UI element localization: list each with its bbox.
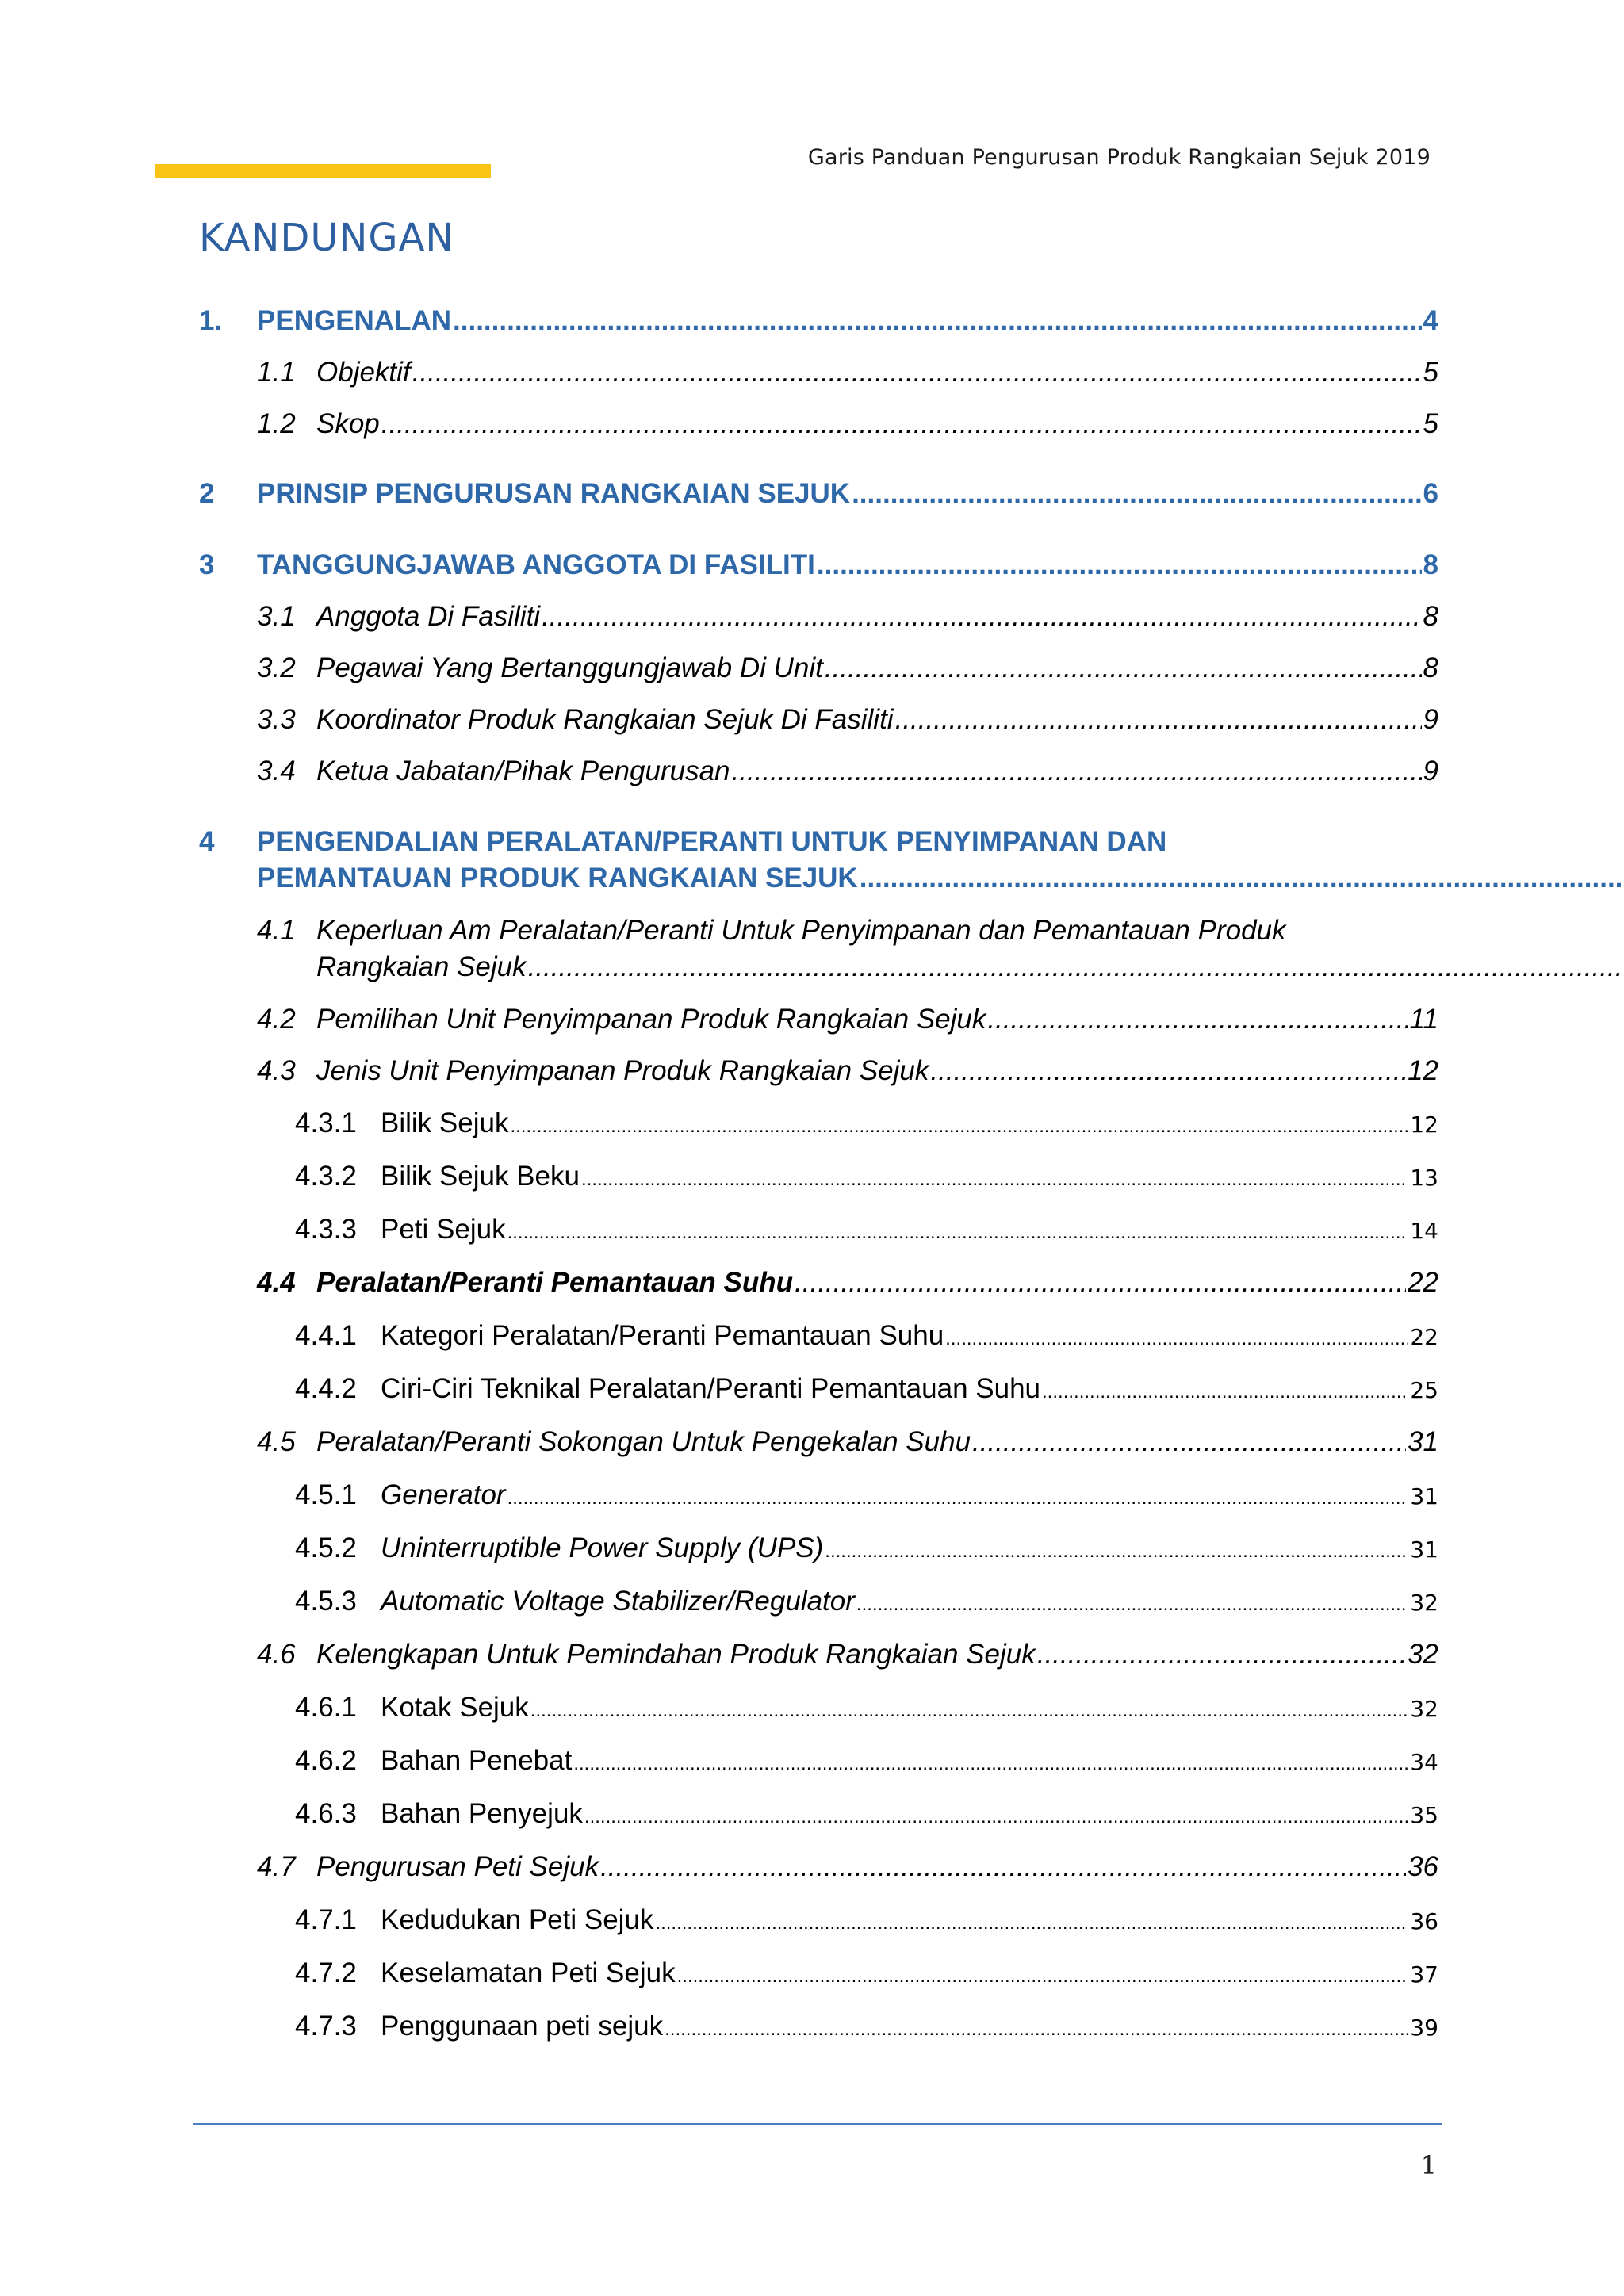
toc-page: 22 (1410, 1324, 1438, 1350)
toc-number: 4.5.3 (295, 1586, 357, 1617)
toc-label: Peralatan/Peranti Pemantauan Suhu (316, 1267, 794, 1298)
toc-entry-4-3-1[interactable] (295, 1108, 1438, 1139)
toc-label: Generator (381, 1479, 506, 1510)
toc-number: 4.6.3 (295, 1798, 357, 1829)
toc-entry-1-1[interactable] (257, 357, 1438, 388)
toc-label: Automatic Voltage Stabilizer/Regulator (381, 1586, 855, 1617)
toc-number: 3.4 (257, 756, 296, 786)
toc-page: 39 (1410, 2015, 1438, 2041)
toc-leader (825, 1540, 1408, 1563)
toc-label: Koordinator Produk Rangkaian Sejuk Di Fasiliti (316, 704, 894, 735)
toc-number: 4.5.2 (295, 1533, 357, 1563)
toc-leader (655, 1912, 1408, 1934)
toc-leader (542, 601, 1421, 633)
toc-label-line2: PEMANTAUAN PRODUK RANGKAIAN SEJUK (257, 863, 858, 894)
toc-entry-4-4[interactable] (257, 1267, 1438, 1299)
toc-label-line1: PENGENDALIAN PERALATAN/PERANTI UNTUK PENYIMPANAN DAN (257, 826, 1167, 857)
toc-label: Bilik Sejuk (381, 1108, 509, 1138)
toc-number: 4.5.1 (295, 1479, 357, 1510)
toc-leader (1037, 1639, 1406, 1670)
toc-page: 31 (1408, 1426, 1438, 1457)
toc-label: Skop (316, 408, 380, 439)
toc-page: 32 (1410, 1590, 1438, 1616)
toc-label-line2: Rangkaian Sejuk (316, 951, 527, 982)
toc-number: 4.1 (257, 915, 296, 946)
toc-entry-4-5-2[interactable] (295, 1533, 1438, 1564)
toc-label: Anggota Di Fasiliti (316, 601, 541, 632)
toc-entry-4-3[interactable] (257, 1055, 1438, 1087)
toc-page: 6 (1423, 478, 1438, 509)
toc-page: 22 (1408, 1267, 1438, 1298)
toc-entry-4[interactable] (199, 826, 1438, 894)
toc-number: 4.3 (257, 1055, 296, 1086)
toc-page: 35 (1410, 1802, 1438, 1828)
toc-leader (530, 1700, 1409, 1722)
toc-entry-1[interactable] (199, 305, 1438, 337)
toc-page: 11 (1409, 1004, 1438, 1035)
toc-number: 4.7 (257, 1851, 296, 1882)
toc-entry-4-4-2[interactable] (295, 1373, 1438, 1405)
toc-label: Objektif (316, 357, 411, 388)
toc-leader (1042, 1381, 1408, 1403)
toc-entry-2[interactable] (199, 478, 1438, 510)
toc-page: 37 (1410, 1961, 1438, 1988)
toc-number: 4.4 (257, 1267, 296, 1298)
toc-page: 32 (1410, 1696, 1438, 1722)
toc-page: 8 (1423, 652, 1438, 683)
toc-number: 4.2 (257, 1004, 296, 1035)
toc-label: Kotak Sejuk (381, 1692, 529, 1723)
toc-leader (945, 1328, 1408, 1350)
toc-leader (895, 704, 1422, 736)
toc-page: 31 (1410, 1483, 1438, 1510)
toc-number: 4.7.1 (295, 1904, 357, 1935)
toc-number: 4.7.3 (295, 2011, 357, 2042)
toc-page: 9 (1423, 756, 1438, 786)
toc-label: Ciri-Ciri Teknikal Peralatan/Peranti Pemantauan Suhu (381, 1373, 1041, 1404)
toc-entry-3-4[interactable] (257, 756, 1438, 787)
toc-number: 4 (199, 826, 215, 857)
toc-label: Ketua Jabatan/Pihak Pengurusan (316, 756, 730, 786)
toc-leader (584, 1806, 1408, 1828)
toc-entry-4-6-3[interactable] (295, 1798, 1438, 1830)
toc-page: 8 (1423, 549, 1438, 580)
toc-leader (795, 1267, 1406, 1299)
toc-label: Kedudukan Peti Sejuk (381, 1904, 654, 1935)
toc-number: 4.6.2 (295, 1745, 357, 1776)
toc-entry-4-1[interactable] (257, 915, 1438, 983)
toc-number: 3.3 (257, 704, 296, 735)
toc-page: 5 (1423, 357, 1438, 388)
toc-page: 32 (1408, 1639, 1438, 1670)
toc-number: 4.3.1 (295, 1108, 357, 1138)
toc-leader (412, 357, 1422, 388)
toc-leader (581, 1169, 1408, 1191)
toc-leader (600, 1851, 1406, 1883)
toc-page: 4 (1423, 305, 1438, 336)
toc-page: 12 (1408, 1055, 1438, 1086)
toc-entry-4-2[interactable] (257, 1004, 1438, 1035)
toc-leader (972, 1426, 1406, 1458)
toc-label: PENGENALAN (257, 305, 452, 336)
toc-number: 3.2 (257, 652, 296, 683)
toc-label: TANGGUNGJAWAB ANGGOTA DI FASILITI (257, 549, 815, 580)
toc-number: 4.6.1 (295, 1692, 357, 1723)
header-accent-bar (155, 164, 491, 178)
toc-entry-4-7-2[interactable] (295, 1957, 1438, 1989)
toc-leader (508, 1222, 1409, 1244)
toc-entry-4-5-1[interactable] (295, 1479, 1438, 1511)
toc-entry-4-4-1[interactable] (295, 1320, 1438, 1352)
toc-leader (453, 305, 1422, 337)
toc-label: PRINSIP PENGURUSAN RANGKAIAN SEJUK (257, 478, 851, 509)
toc-number: 4.5 (257, 1426, 296, 1457)
toc-page: 36 (1408, 1851, 1438, 1882)
toc-label: Kategori Peralatan/Peranti Pemantauan Suhu (381, 1320, 944, 1351)
toc-label: Pegawai Yang Bertanggungjawab Di Unit (316, 652, 823, 683)
toc-leader (510, 1115, 1408, 1138)
toc-number: 4.6 (257, 1639, 296, 1670)
toc-number: 3 (199, 549, 215, 580)
toc-label: Kelengkapan Untuk Pemindahan Produk Rangkaian Sejuk (316, 1639, 1036, 1670)
toc-label: Keselamatan Peti Sejuk (381, 1957, 676, 1988)
toc-page: 36 (1410, 1908, 1438, 1934)
toc-label: Pemilihan Unit Penyimpanan Produk Rangkaian Sejuk (316, 1004, 986, 1035)
toc-entry-4-7-1[interactable] (295, 1904, 1438, 1936)
toc-number: 2 (199, 478, 215, 509)
toc-leader (825, 652, 1422, 684)
toc-number: 4.3.3 (295, 1214, 357, 1245)
toc-page: 14 (1410, 1218, 1438, 1244)
toc-entry-4-5-3[interactable] (295, 1586, 1438, 1617)
toc-entry-4-6-1[interactable] (295, 1692, 1438, 1724)
toc-leader (860, 863, 1624, 894)
toc-leader (856, 1594, 1408, 1616)
toc-page: 31 (1410, 1536, 1438, 1563)
toc-number: 1. (199, 305, 223, 336)
toc-number: 4.7.2 (295, 1957, 357, 1988)
toc-leader (573, 1753, 1408, 1775)
toc-label: Bilik Sejuk Beku (381, 1161, 580, 1192)
toc-entry-3-1[interactable] (257, 601, 1438, 633)
toc-entry-3[interactable] (199, 549, 1438, 581)
toc-leader (732, 756, 1422, 787)
toc-number: 3.1 (257, 601, 296, 632)
page-number: 1 (1420, 2150, 1437, 2180)
toc-leader (528, 951, 1624, 983)
toc-page: 8 (1423, 601, 1438, 632)
toc-label: Bahan Penebat (381, 1745, 573, 1776)
toc-entry-1-2[interactable] (257, 408, 1438, 440)
toc-label: Peralatan/Peranti Sokongan Untuk Pengekalan Suhu (316, 1426, 971, 1457)
toc-page: 5 (1423, 408, 1438, 439)
toc-number: 1.1 (257, 357, 296, 388)
toc-page: 25 (1410, 1377, 1438, 1403)
toc-leader (677, 1965, 1409, 1988)
toc-leader (665, 2019, 1408, 2041)
toc-leader (987, 1004, 1408, 1035)
toc-entry-3-3[interactable] (257, 704, 1438, 736)
toc-page: 12 (1410, 1112, 1438, 1138)
toc-label: Penggunaan peti sejuk (381, 2011, 664, 2042)
toc-entry-4-6-2[interactable] (295, 1745, 1438, 1777)
toc-number: 4.4.1 (295, 1320, 357, 1351)
toc-leader (817, 549, 1422, 581)
toc-entry-4-7[interactable] (257, 1851, 1438, 1883)
toc-entry-3-2[interactable] (257, 652, 1438, 684)
toc-entry-4-6[interactable] (257, 1639, 1438, 1670)
toc-label: Pengurusan Peti Sejuk (316, 1851, 599, 1882)
toc-leader (852, 478, 1421, 510)
toc-number: 4.3.2 (295, 1161, 357, 1192)
toc-number: 4.4.2 (295, 1373, 357, 1404)
toc-title: KANDUNGAN (199, 216, 455, 260)
toc-number: 1.2 (257, 408, 296, 439)
toc-label: Peti Sejuk (381, 1214, 506, 1245)
toc-entry-4-3-2[interactable] (295, 1161, 1438, 1192)
toc-page: 34 (1410, 1749, 1438, 1775)
toc-label: Jenis Unit Penyimpanan Produk Rangkaian Sejuk (316, 1055, 929, 1086)
toc-leader (381, 408, 1422, 440)
toc-entry-4-7-3[interactable] (295, 2011, 1438, 2042)
toc-entry-4-3-3[interactable] (295, 1214, 1438, 1246)
toc-label: Bahan Penyejuk (381, 1798, 583, 1829)
toc-entry-4-5[interactable] (257, 1426, 1438, 1458)
toc-label: Uninterruptible Power Supply (UPS) (381, 1533, 824, 1563)
footer-rule (193, 2123, 1442, 2125)
toc-leader (930, 1055, 1406, 1087)
running-header: Garis Panduan Pengurusan Produk Rangkaian Sejuk 2019 (807, 145, 1431, 170)
toc-label-line1: Keperluan Am Peralatan/Peranti Untuk Penyimpanan dan Pemantauan Produk (316, 915, 1286, 946)
toc-page: 13 (1410, 1165, 1438, 1191)
toc-page: 9 (1423, 704, 1438, 735)
toc-leader (508, 1487, 1409, 1510)
